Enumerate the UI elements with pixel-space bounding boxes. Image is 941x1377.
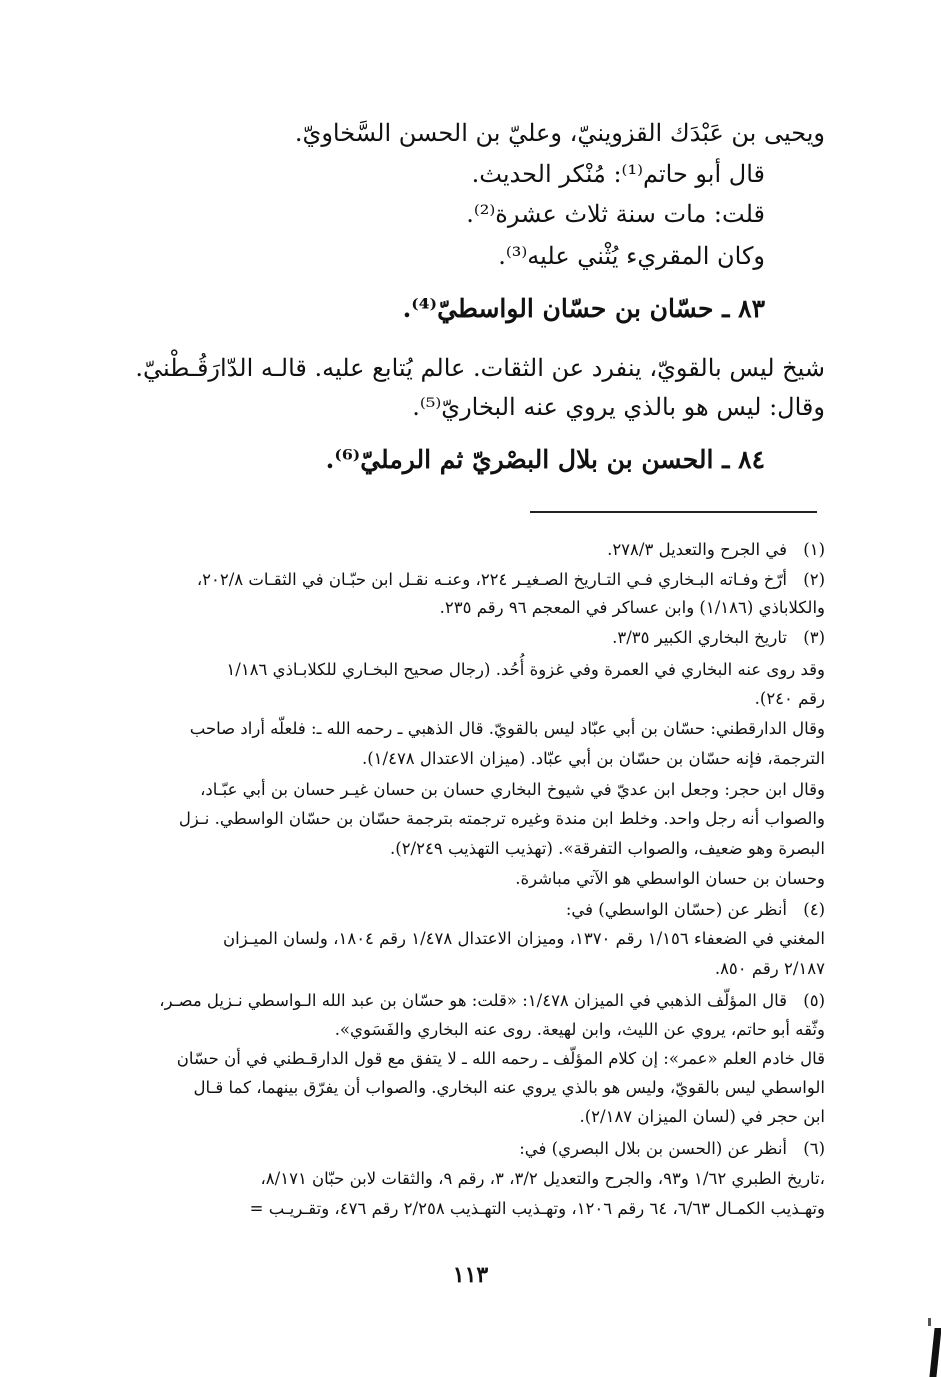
text-line: وقال: ليس هو بالذي يروي عنه البخاريّ⁽⁵⁾. bbox=[412, 393, 825, 421]
footnote-line: وتهـذيب الكمـال ٦/٦٣، ٦٤ رقم ١٢٠٦، وتهـذيب التهـذيب ٢/٢٥٨ رقم ٤٧٦، وتقـريـب = bbox=[249, 1199, 825, 1218]
footnote-number: (٥) bbox=[803, 991, 825, 1010]
footnote-line: وحسان بن حسان الواسطي هو الآتي مباشرة. bbox=[515, 869, 825, 888]
footnote-line: البصرة وهو ضعيف، والصواب التفرقة». (تهذيب التهذيب ٢/٢٤٩). bbox=[390, 839, 825, 858]
entry-heading: ٨٤ ـ الحسن بن بلال البصْريّ ثم الرمليّ⁽⁶⁾. bbox=[325, 445, 765, 474]
footnote-line: وقال الدارقطني: حسّان بن أبي عبّاد ليس بالقويّ. قال الذهبي ـ رحمه الله ـ: فلعلّه أراد صاحب bbox=[189, 719, 825, 738]
scan-edge-mark bbox=[929, 1328, 941, 1377]
footnote-line: ٢/١٨٧ رقم ٨٥٠. bbox=[714, 959, 825, 978]
footnote-line: وقال ابن حجر: وجعل ابن عديّ في شيوخ البخاري حسان بن حسان غيـر حسان بن أبي عبّـاد، bbox=[200, 780, 825, 799]
footnote-separator bbox=[530, 511, 817, 513]
footnote-line: تاريخ البخاري الكبير ٣/٣٥. bbox=[612, 628, 787, 647]
footnote-line: أرّخ وفـاته البـخاري فـي التـاريخ الصـغيـر ٢٢٤، وعنـه نقـل ابن حبّـان في الثقـات ٢٠٢/٨، bbox=[196, 570, 787, 589]
footnote-number: (٦) bbox=[803, 1139, 825, 1158]
footnote-line: والصواب أنه رجل واحد. وخلط ابن مندة وغيره ترجمته بترجمة حسّان بن حسّان الواسطي. نـزل bbox=[178, 809, 825, 828]
footnote-line: ابن حجر في (لسان الميزان ٢/١٨٧). bbox=[579, 1107, 825, 1126]
footnote-line: وقد روى عنه البخاري في العمرة وفي غزوة أُحُد. (رجال صحيح البخـاري للكلابـاذي ١/١٨٦ bbox=[226, 660, 825, 679]
text-line: قال أبو حاتم⁽¹⁾: مُنْكر الحديث. bbox=[471, 160, 765, 188]
footnote-line: رقم ٢٤٠). bbox=[754, 689, 825, 708]
page-number: ١١٣ bbox=[452, 1262, 489, 1288]
footnote-line: في الجرح والتعديل ٢٧٨/٣. bbox=[607, 540, 787, 559]
text-line: ويحيى بن عَبْدَك القزوينيّ، وعليّ بن الحسن السَّخاويّ. bbox=[294, 119, 825, 147]
footnote-line: ،تاريخ الطبري ١/٦٢ و٩٣، والجرح والتعديل ٣/٢، ٣، رقم ٩، والثقات لابن حبّان ٨/١٧١، bbox=[260, 1169, 825, 1188]
footnote-line: والكلاباذي (١/١٨٦) وابن عساكر في المعجم ٩٦ رقم ٢٣٥. bbox=[439, 598, 825, 617]
footnote-line: الترجمة، فإنه حسّان بن حسّان بن أبي عبّاد. (ميزان الاعتدال ١/٤٧٨). bbox=[361, 749, 825, 768]
text-line: شيخ ليس بالقويّ، ينفرد عن الثقات. عالم يُتابع عليه. قالـه الدّارَقُـطْنيّ. bbox=[135, 354, 825, 382]
footnote-line: وثّقه أبو حاتم، يروي عن الليث، وابن لهيعة. روى عنه البخاري والفَسَوي». bbox=[334, 1020, 825, 1039]
scan-mark bbox=[928, 1318, 931, 1326]
footnote-line: الواسطي ليس بالقويّ، وليس هو بالذي يروي عنه البخاري. والصواب أن يفرّق بينهما، كما قـال bbox=[193, 1078, 825, 1097]
footnote-number: (١) bbox=[803, 540, 825, 559]
text-line: وكان المقريء يُثْني عليه⁽³⁾. bbox=[498, 242, 765, 270]
footnote-line: أنظر عن (حسّان الواسطي) في: bbox=[565, 900, 787, 919]
footnote-number: (٢) bbox=[803, 570, 825, 589]
entry-heading: ٨٣ ـ حسّان بن حسّان الواسطيّ⁽⁴⁾. bbox=[402, 294, 765, 323]
footnote-line: قال المؤلّف الذهبي في الميزان ١/٤٧٨: «قلت: هو حسّان بن عبد الله الـواسطي نـزيل مصـر، bbox=[159, 991, 787, 1010]
footnote-number: (٣) bbox=[803, 628, 825, 647]
footnote-line: المغني في الضعفاء ١/١٥٦ رقم ١٣٧٠، وميزان الاعتدال ١/٤٧٨ رقم ١٨٠٤، ولسان الميـزان bbox=[223, 929, 825, 948]
footnote-line: قال خادم العلم «عمر»: إن كلام المؤلّف ـ رحمه الله ـ لا يتفق مع قول الدارقـطني في أن حسّان bbox=[176, 1049, 825, 1068]
footnote-number: (٤) bbox=[803, 900, 825, 919]
text-line: قلت: مات سنة ثلاث عشرة⁽²⁾. bbox=[466, 200, 765, 228]
footnote-line: أنظر عن (الحسن بن بلال البصري) في: bbox=[519, 1139, 787, 1158]
